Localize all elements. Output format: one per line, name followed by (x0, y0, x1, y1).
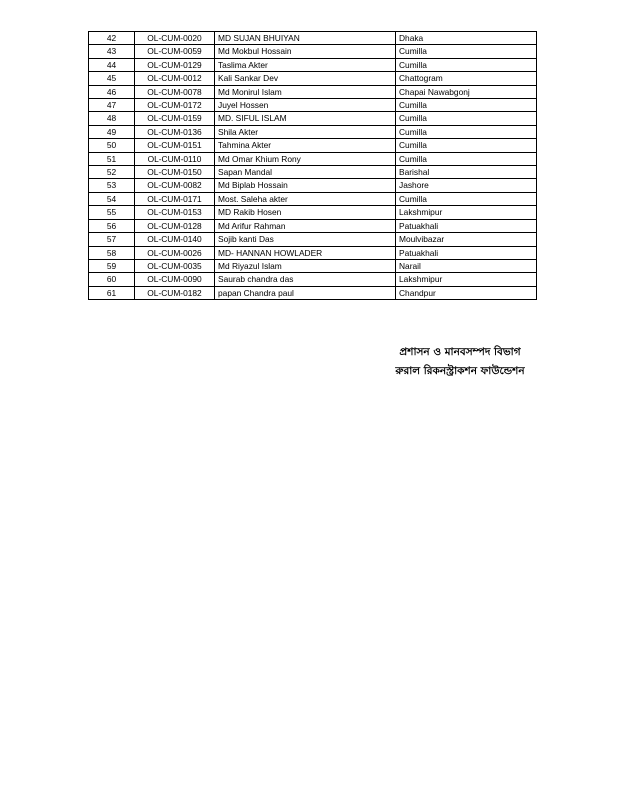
id-cell: OL-CUM-0110 (135, 152, 215, 165)
serial-cell: 49 (89, 125, 135, 138)
location-cell: Moulvibazar (396, 233, 537, 246)
serial-cell: 53 (89, 179, 135, 192)
id-cell: OL-CUM-0153 (135, 206, 215, 219)
name-cell: Md Arifur Rahman (215, 219, 396, 232)
id-cell: OL-CUM-0082 (135, 179, 215, 192)
department-name: প্রশাসন ও মানবসম্পদ বিভাগ (399, 346, 521, 358)
location-cell: Cumilla (396, 192, 537, 205)
id-cell: OL-CUM-0128 (135, 219, 215, 232)
table-row (89, 246, 537, 259)
serial-cell: 45 (89, 72, 135, 85)
id-cell: OL-CUM-0171 (135, 192, 215, 205)
name-cell: Saurab chandra das (215, 273, 396, 286)
name-cell: Juyel Hossen (215, 99, 396, 112)
id-cell: OL-CUM-0140 (135, 233, 215, 246)
serial-cell: 58 (89, 246, 135, 259)
serial-cell: 61 (89, 286, 135, 299)
table-row (89, 286, 537, 299)
serial-cell: 56 (89, 219, 135, 232)
table-row (89, 139, 537, 152)
location-cell: Chandpur (396, 286, 537, 299)
id-cell: OL-CUM-0150 (135, 166, 215, 179)
location-cell: Narail (396, 259, 537, 272)
table-row (89, 259, 537, 272)
location-cell: Cumilla (396, 125, 537, 138)
location-cell: Chattogram (396, 72, 537, 85)
location-cell: Cumilla (396, 139, 537, 152)
name-cell: Md Biplab Hossain (215, 179, 396, 192)
location-cell: Cumilla (396, 99, 537, 112)
serial-cell: 50 (89, 139, 135, 152)
name-cell: MD Rakib Hosen (215, 206, 396, 219)
table-row (89, 72, 537, 85)
roster-table (88, 31, 537, 300)
serial-cell: 54 (89, 192, 135, 205)
name-cell: Tahmina Akter (215, 139, 396, 152)
id-cell: OL-CUM-0136 (135, 125, 215, 138)
table-row (89, 99, 537, 112)
serial-cell: 47 (89, 99, 135, 112)
table-row (89, 273, 537, 286)
table-row (89, 179, 537, 192)
table-row (89, 219, 537, 232)
id-cell: OL-CUM-0035 (135, 259, 215, 272)
serial-cell: 43 (89, 45, 135, 58)
name-cell: Md Riyazul Islam (215, 259, 396, 272)
location-cell: Chapai Nawabgonj (396, 85, 537, 98)
roster-body (89, 32, 537, 300)
location-cell: Barishal (396, 166, 537, 179)
table-row (89, 58, 537, 71)
serial-cell: 52 (89, 166, 135, 179)
serial-cell: 57 (89, 233, 135, 246)
name-cell: Sapan Mandal (215, 166, 396, 179)
location-cell: Cumilla (396, 112, 537, 125)
id-cell: OL-CUM-0129 (135, 58, 215, 71)
location-cell: Jashore (396, 179, 537, 192)
table-row (89, 85, 537, 98)
id-cell: OL-CUM-0151 (135, 139, 215, 152)
organization-name: রুরাল রিকনস্ট্রাকশন ফাউন্ডেশন (395, 365, 525, 377)
table-row (89, 45, 537, 58)
location-cell: Cumilla (396, 152, 537, 165)
name-cell: MD. SIFUL ISLAM (215, 112, 396, 125)
serial-cell: 44 (89, 58, 135, 71)
name-cell: Most. Saleha akter (215, 192, 396, 205)
name-cell: Shila Akter (215, 125, 396, 138)
location-cell: Lakshmipur (396, 273, 537, 286)
serial-cell: 42 (89, 32, 135, 45)
serial-cell: 51 (89, 152, 135, 165)
serial-cell: 46 (89, 85, 135, 98)
location-cell: Patuakhali (396, 246, 537, 259)
serial-cell: 60 (89, 273, 135, 286)
name-cell: Md Monirul Islam (215, 85, 396, 98)
serial-cell: 55 (89, 206, 135, 219)
id-cell: OL-CUM-0012 (135, 72, 215, 85)
name-cell: Md Omar Khium Rony (215, 152, 396, 165)
id-cell: OL-CUM-0059 (135, 45, 215, 58)
name-cell: MD- HANNAN HOWLADER (215, 246, 396, 259)
name-cell: Sojib kanti Das (215, 233, 396, 246)
location-cell: Dhaka (396, 32, 537, 45)
id-cell: OL-CUM-0159 (135, 112, 215, 125)
table-row (89, 125, 537, 138)
location-cell: Cumilla (396, 58, 537, 71)
id-cell: OL-CUM-0172 (135, 99, 215, 112)
table-row (89, 233, 537, 246)
location-cell: Cumilla (396, 45, 537, 58)
location-cell: Patuakhali (396, 219, 537, 232)
table-row (89, 152, 537, 165)
table-row (89, 112, 537, 125)
name-cell: Md Mokbul Hossain (215, 45, 396, 58)
table-row (89, 32, 537, 45)
location-cell: Lakshmipur (396, 206, 537, 219)
id-cell: OL-CUM-0182 (135, 286, 215, 299)
name-cell: MD SUJAN BHUIYAN (215, 32, 396, 45)
name-cell: papan Chandra paul (215, 286, 396, 299)
name-cell: Kali Sankar Dev (215, 72, 396, 85)
table-row (89, 192, 537, 205)
id-cell: OL-CUM-0026 (135, 246, 215, 259)
id-cell: OL-CUM-0090 (135, 273, 215, 286)
signature-block (380, 343, 540, 381)
id-cell: OL-CUM-0078 (135, 85, 215, 98)
serial-cell: 59 (89, 259, 135, 272)
id-cell: OL-CUM-0020 (135, 32, 215, 45)
table-row (89, 166, 537, 179)
table-row (89, 206, 537, 219)
name-cell: Taslima Akter (215, 58, 396, 71)
serial-cell: 48 (89, 112, 135, 125)
